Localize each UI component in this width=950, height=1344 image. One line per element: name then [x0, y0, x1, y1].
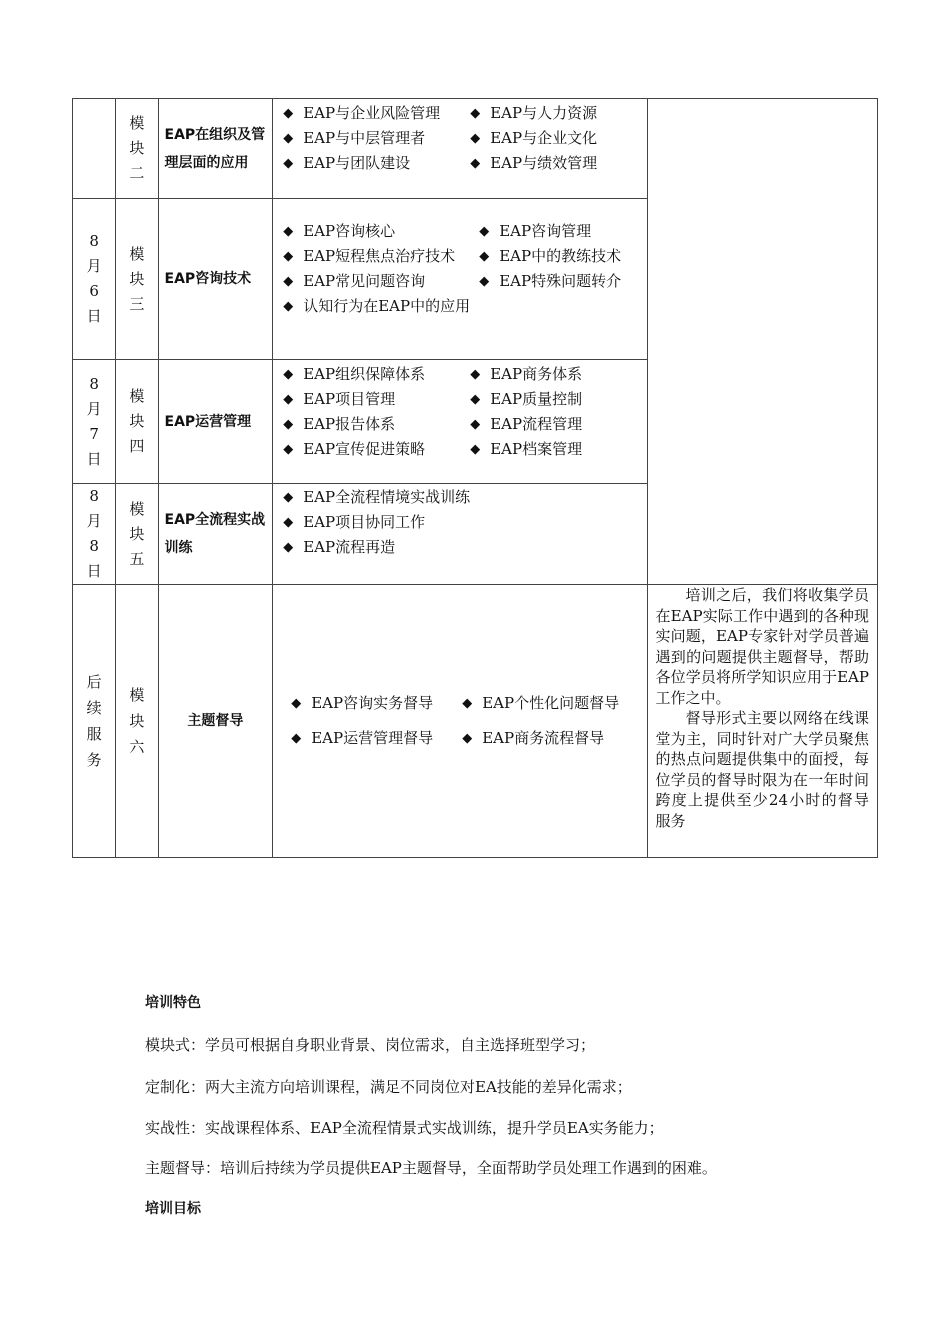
topic-item: ◆ EAP与企业文化 — [470, 126, 597, 151]
topic-row — [283, 219, 646, 244]
diamond-bullet-icon: ◆ — [283, 249, 294, 264]
topic-item: ◆ EAP项目协同工作 — [283, 510, 425, 535]
diamond-bullet-icon: ◆ — [283, 106, 294, 121]
topic-row — [283, 269, 646, 294]
diamond-bullet-icon: ◆ — [470, 392, 481, 407]
topic-item: ◆ EAP咨询实务督导 — [291, 686, 462, 721]
diamond-bullet-icon: ◆ — [470, 131, 481, 146]
module-cell — [116, 585, 158, 858]
topic-row — [283, 151, 646, 176]
topics-cell — [273, 199, 647, 360]
diamond-bullet-icon: ◆ — [283, 224, 294, 239]
diamond-bullet-icon: ◆ — [470, 156, 481, 171]
topic-item: ◆ EAP流程管理 — [470, 412, 582, 437]
diamond-bullet-icon: ◆ — [283, 392, 294, 407]
module-label: 模 块 三 — [129, 244, 145, 313]
topic-item: ◆ EAP档案管理 — [470, 437, 582, 462]
topic-item: ◆ EAP与人力资源 — [470, 101, 597, 126]
diamond-bullet-icon: ◆ — [283, 490, 294, 505]
table-row — [73, 585, 878, 858]
diamond-bullet-icon: ◆ — [470, 417, 481, 432]
topic-item: ◆ EAP与团队建设 — [283, 151, 470, 176]
topic-row — [283, 387, 646, 412]
date-cell — [73, 585, 116, 858]
topic-row — [283, 362, 646, 387]
topic-item: ◆ EAP与企业风险管理 — [283, 101, 470, 126]
module-cell — [116, 199, 158, 360]
feature-line: 主题督导：培训后持续为学员提供EAP主题督导，全面帮助学员处理工作遇到的困难。 — [145, 1159, 717, 1177]
note-paragraph: 培训之后，我们将收集学员在EAP实际工作中遇到的各种现实问题，EAP专家针对学员普遍遇到的问题提供主题督导，帮助各位学员将所学知识应用于EAP工作之中。 — [655, 586, 869, 707]
date-cell — [73, 199, 116, 360]
date-text: 8 月 6 日 — [86, 232, 102, 325]
topic-row — [291, 721, 646, 756]
diamond-bullet-icon: ◆ — [283, 274, 294, 289]
topic-item: ◆ EAP流程再造 — [283, 535, 395, 560]
diamond-bullet-icon: ◆ — [470, 367, 481, 382]
topic-item: ◆ EAP宣传促进策略 — [283, 437, 470, 462]
topics-cell — [273, 585, 647, 858]
topic-row — [283, 485, 646, 510]
topic-row — [283, 535, 646, 560]
topic-row — [283, 101, 646, 126]
module-title: EAP全流程实战训练 — [158, 484, 273, 585]
diamond-bullet-icon: ◆ — [470, 442, 481, 457]
date-text: 8 月 8 日 — [86, 487, 102, 580]
topic-item: ◆ EAP全流程情境实战训练 — [283, 485, 470, 510]
diamond-bullet-icon: ◆ — [283, 442, 294, 457]
module-label: 模 块 五 — [129, 499, 145, 568]
topic-item: ◆ EAP项目管理 — [283, 387, 470, 412]
topic-item: ◆ 认知行为在EAP中的应用 — [283, 294, 470, 319]
diamond-bullet-icon: ◆ — [283, 367, 294, 382]
topics-cell — [273, 484, 647, 585]
topic-item: ◆ EAP组织保障体系 — [283, 362, 470, 387]
topic-row — [283, 437, 646, 462]
date-text: 后 续 服 务 — [86, 673, 102, 769]
topic-item: ◆ EAP与中层管理者 — [283, 126, 470, 151]
note-paragraph: 督导形式主要以网络在线课堂为主，同时针对广大学员聚焦的热点问题提供集中的面授，每位学员的督导时限为在一年时间跨度上提供至少24小时的督导服务 — [655, 709, 869, 830]
features-heading: 培训特色 — [145, 995, 201, 1011]
supervision-note — [647, 585, 877, 858]
diamond-bullet-icon: ◆ — [283, 299, 294, 314]
diamond-bullet-icon: ◆ — [470, 106, 481, 121]
module-cell — [116, 360, 158, 484]
table-row — [73, 99, 878, 199]
module-title: 主题督导 — [158, 585, 273, 858]
diamond-bullet-icon: ◆ — [291, 731, 302, 746]
topic-item: ◆ EAP与绩效管理 — [470, 151, 597, 176]
topic-row — [283, 244, 646, 269]
feature-line: 定制化：两大主流方向培训课程，满足不同岗位对EA技能的差异化需求； — [145, 1078, 632, 1096]
diamond-bullet-icon: ◆ — [283, 131, 294, 146]
topic-item: ◆ EAP个性化问题督导 — [462, 686, 619, 721]
diamond-bullet-icon: ◆ — [462, 731, 473, 746]
diamond-bullet-icon: ◆ — [283, 417, 294, 432]
schedule-table — [72, 98, 878, 858]
topic-item: ◆ EAP商务流程督导 — [462, 721, 604, 756]
topic-item: ◆ EAP商务体系 — [470, 362, 582, 387]
goals-heading: 培训目标 — [145, 1201, 201, 1217]
topic-row — [283, 412, 646, 437]
date-cell — [73, 360, 116, 484]
diamond-bullet-icon: ◆ — [283, 515, 294, 530]
module-title: EAP咨询技术 — [158, 199, 273, 360]
module-label: 模 块 六 — [129, 686, 145, 756]
topic-item: ◆ EAP中的教练技术 — [479, 244, 621, 269]
diamond-bullet-icon: ◆ — [479, 224, 490, 239]
date-cell — [73, 484, 116, 585]
feature-line: 模块式：学员可根据自身职业背景、岗位需求，自主选择班型学习； — [145, 1036, 596, 1054]
module-title: EAP运营管理 — [158, 360, 273, 484]
diamond-bullet-icon: ◆ — [462, 696, 473, 711]
topic-item: ◆ EAP常见问题咨询 — [283, 269, 479, 294]
topic-item: ◆ EAP咨询管理 — [479, 219, 591, 244]
topic-item: ◆ EAP短程焦点治疗技术 — [283, 244, 479, 269]
topic-row — [283, 510, 646, 535]
feature-line: 实战性：实战课程体系、EAP全流程情景式实战训练，提升学员EA实务能力； — [145, 1119, 664, 1137]
diamond-bullet-icon: ◆ — [283, 540, 294, 555]
topics-cell — [273, 99, 647, 199]
topic-item: ◆ EAP特殊问题转介 — [479, 269, 621, 294]
topic-row — [291, 686, 646, 721]
topic-item: ◆ EAP报告体系 — [283, 412, 470, 437]
date-cell — [73, 99, 116, 199]
diamond-bullet-icon: ◆ — [479, 274, 490, 289]
module-title: EAP在组织及管理层面的应用 — [158, 99, 273, 199]
topic-item: ◆ EAP运营管理督导 — [291, 721, 462, 756]
note-cell-empty — [647, 99, 877, 585]
topic-item: ◆ EAP咨询核心 — [283, 219, 479, 244]
module-label: 模 块 二 — [129, 114, 145, 182]
topics-cell — [273, 360, 647, 484]
diamond-bullet-icon: ◆ — [291, 696, 302, 711]
module-label: 模 块 四 — [129, 387, 145, 455]
diamond-bullet-icon: ◆ — [479, 249, 490, 264]
topic-item: ◆ EAP质量控制 — [470, 387, 582, 412]
topic-row — [283, 294, 646, 319]
topic-row — [283, 126, 646, 151]
diamond-bullet-icon: ◆ — [283, 156, 294, 171]
date-text: 8 月 7 日 — [86, 374, 102, 468]
module-cell — [116, 484, 158, 585]
module-cell — [116, 99, 158, 199]
